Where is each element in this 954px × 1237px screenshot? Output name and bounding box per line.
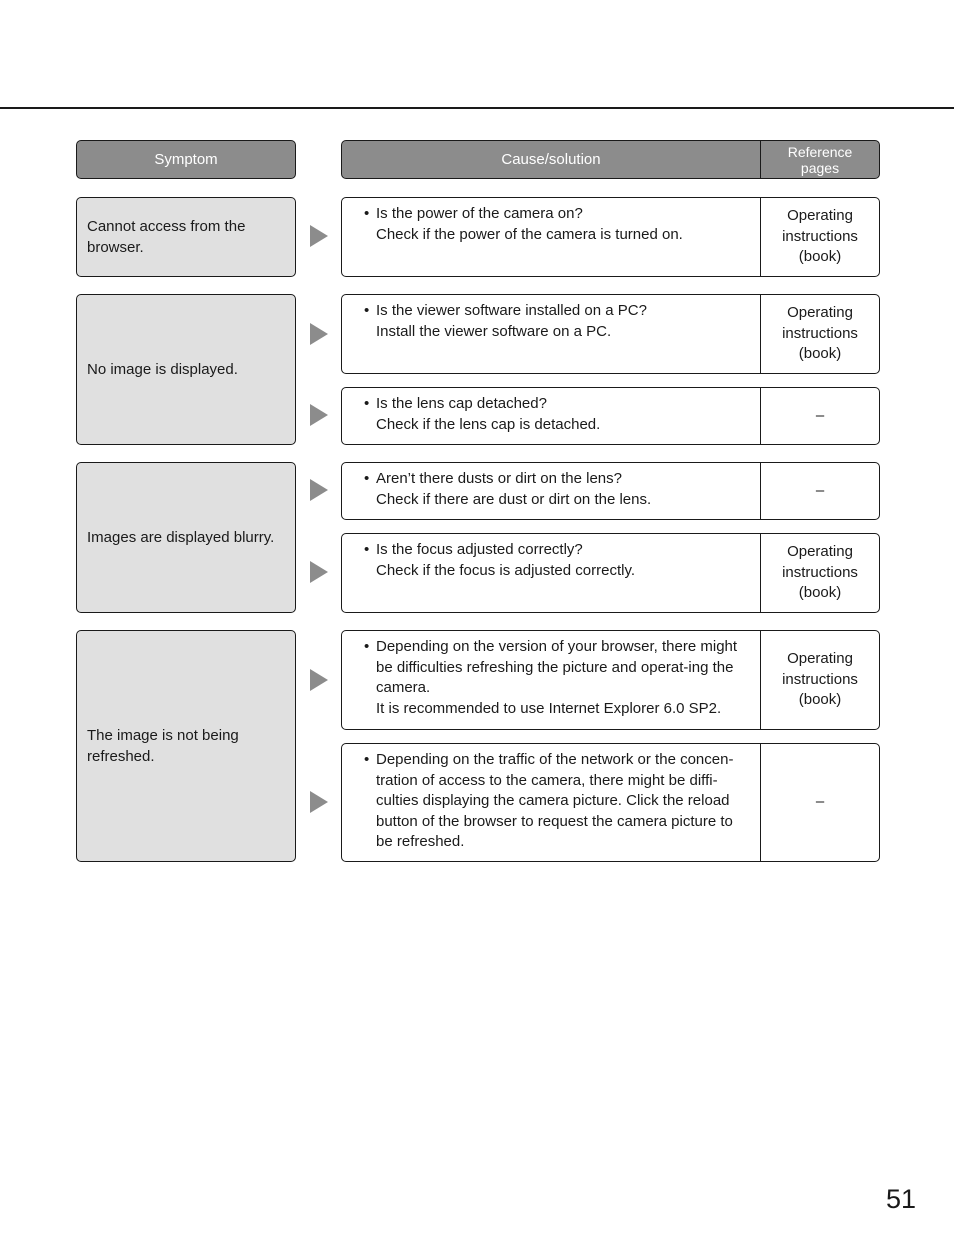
top-rule <box>0 107 954 109</box>
arrow-right-icon <box>310 561 328 583</box>
symptom-text: The image is not being refreshed. <box>87 727 239 765</box>
symptom-header-label: Symptom <box>154 151 218 168</box>
symptom-cell <box>76 197 296 277</box>
symptom-text: Images are displayed blurry. <box>87 529 275 546</box>
arrow-right-icon <box>310 225 328 247</box>
cause-question: Is the viewer software installed on a PC? <box>376 302 647 319</box>
reference-cell: Operating instructions (book) <box>782 543 858 602</box>
arrow-right-icon <box>310 669 328 691</box>
cause-row <box>341 462 880 520</box>
cause-solution: Check if the focus is adjusted correctly. <box>376 561 635 579</box>
cause-row <box>341 630 880 730</box>
cause-text: • Is the viewer software installed on a PC? Install the viewer software on a PC. <box>342 295 761 373</box>
cause-row <box>341 387 880 445</box>
cause-row <box>341 294 880 374</box>
cause-text: • Is the lens cap detached? Check if the lens cap is detached. <box>342 388 761 444</box>
cause-text: • Is the focus adjusted correctly? Check if the focus is adjusted correctly. <box>342 534 761 612</box>
cause-text: • Depending on the traffic of the network or the concen-tration of access to the camera, there might be diffi-culties displaying the camera picture. Click the reload button of the browser to request the camera picture to be refreshed. <box>342 744 761 861</box>
symptom-header <box>76 140 296 179</box>
reference-cell: Operating instructions (book) <box>782 207 858 266</box>
page-number: 51 <box>886 1184 917 1214</box>
cause-text: • Is the power of the camera on? Check if the power of the camera is turned on. <box>342 198 761 276</box>
cause-solution: Install the viewer software on a PC. <box>376 322 612 340</box>
symptom-cell <box>76 294 296 445</box>
reference-cell: – <box>815 481 825 499</box>
cause-text: • Aren’t there dusts or dirt on the lens? Check if there are dust or dirt on the lens. <box>342 463 761 519</box>
reference-cell: – <box>815 793 825 811</box>
cause-solution: Check if there are dust or dirt on the lens. <box>376 490 652 508</box>
arrow-right-icon <box>310 323 328 345</box>
cause-question: Is the power of the camera on? <box>376 205 583 222</box>
cause-question: Depending on the traffic of the network or the concen-tration of access to the camera, there might be diffi-culties displaying the camera picture. Click the reload button of the browser to request the camera picture to be refreshed. <box>376 751 734 850</box>
cause-question: Is the focus adjusted correctly? <box>376 541 583 558</box>
cause-question: Aren’t there dusts or dirt on the lens? <box>376 470 622 487</box>
symptom-text: Cannot access from the browser. <box>87 218 246 256</box>
cause-row <box>341 743 880 862</box>
cause-header-label: Cause/solution <box>342 141 761 178</box>
symptom-cell <box>76 462 296 613</box>
cause-question: Is the lens cap detached? <box>376 395 547 412</box>
cause-header <box>341 140 880 179</box>
cause-row <box>341 533 880 613</box>
arrow-right-icon <box>310 791 328 813</box>
symptom-text: No image is displayed. <box>87 361 238 378</box>
cause-solution: Check if the power of the camera is turned on. <box>376 225 683 243</box>
reference-cell: Operating instructions (book) <box>782 650 858 709</box>
reference-cell: – <box>815 406 825 424</box>
cause-solution: It is recommended to use Internet Explorer 6.0 SP2. <box>376 699 722 717</box>
cause-solution: Check if the lens cap is detached. <box>376 415 601 433</box>
arrow-right-icon <box>310 404 328 426</box>
cause-question: Depending on the version of your browser, there might be difficulties refreshing the picture and operat-ing the camera. <box>376 638 738 696</box>
cause-text: • Depending on the version of your browser, there might be difficulties refreshing the picture and operat-ing the camera. It is recommended to use Internet Explorer 6.0 SP2. <box>342 631 761 729</box>
cause-row <box>341 197 880 277</box>
reference-cell: Operating instructions (book) <box>782 304 858 363</box>
arrow-right-icon <box>310 479 328 501</box>
symptom-cell <box>76 630 296 862</box>
ref-header-label: Reference pages <box>787 143 853 176</box>
